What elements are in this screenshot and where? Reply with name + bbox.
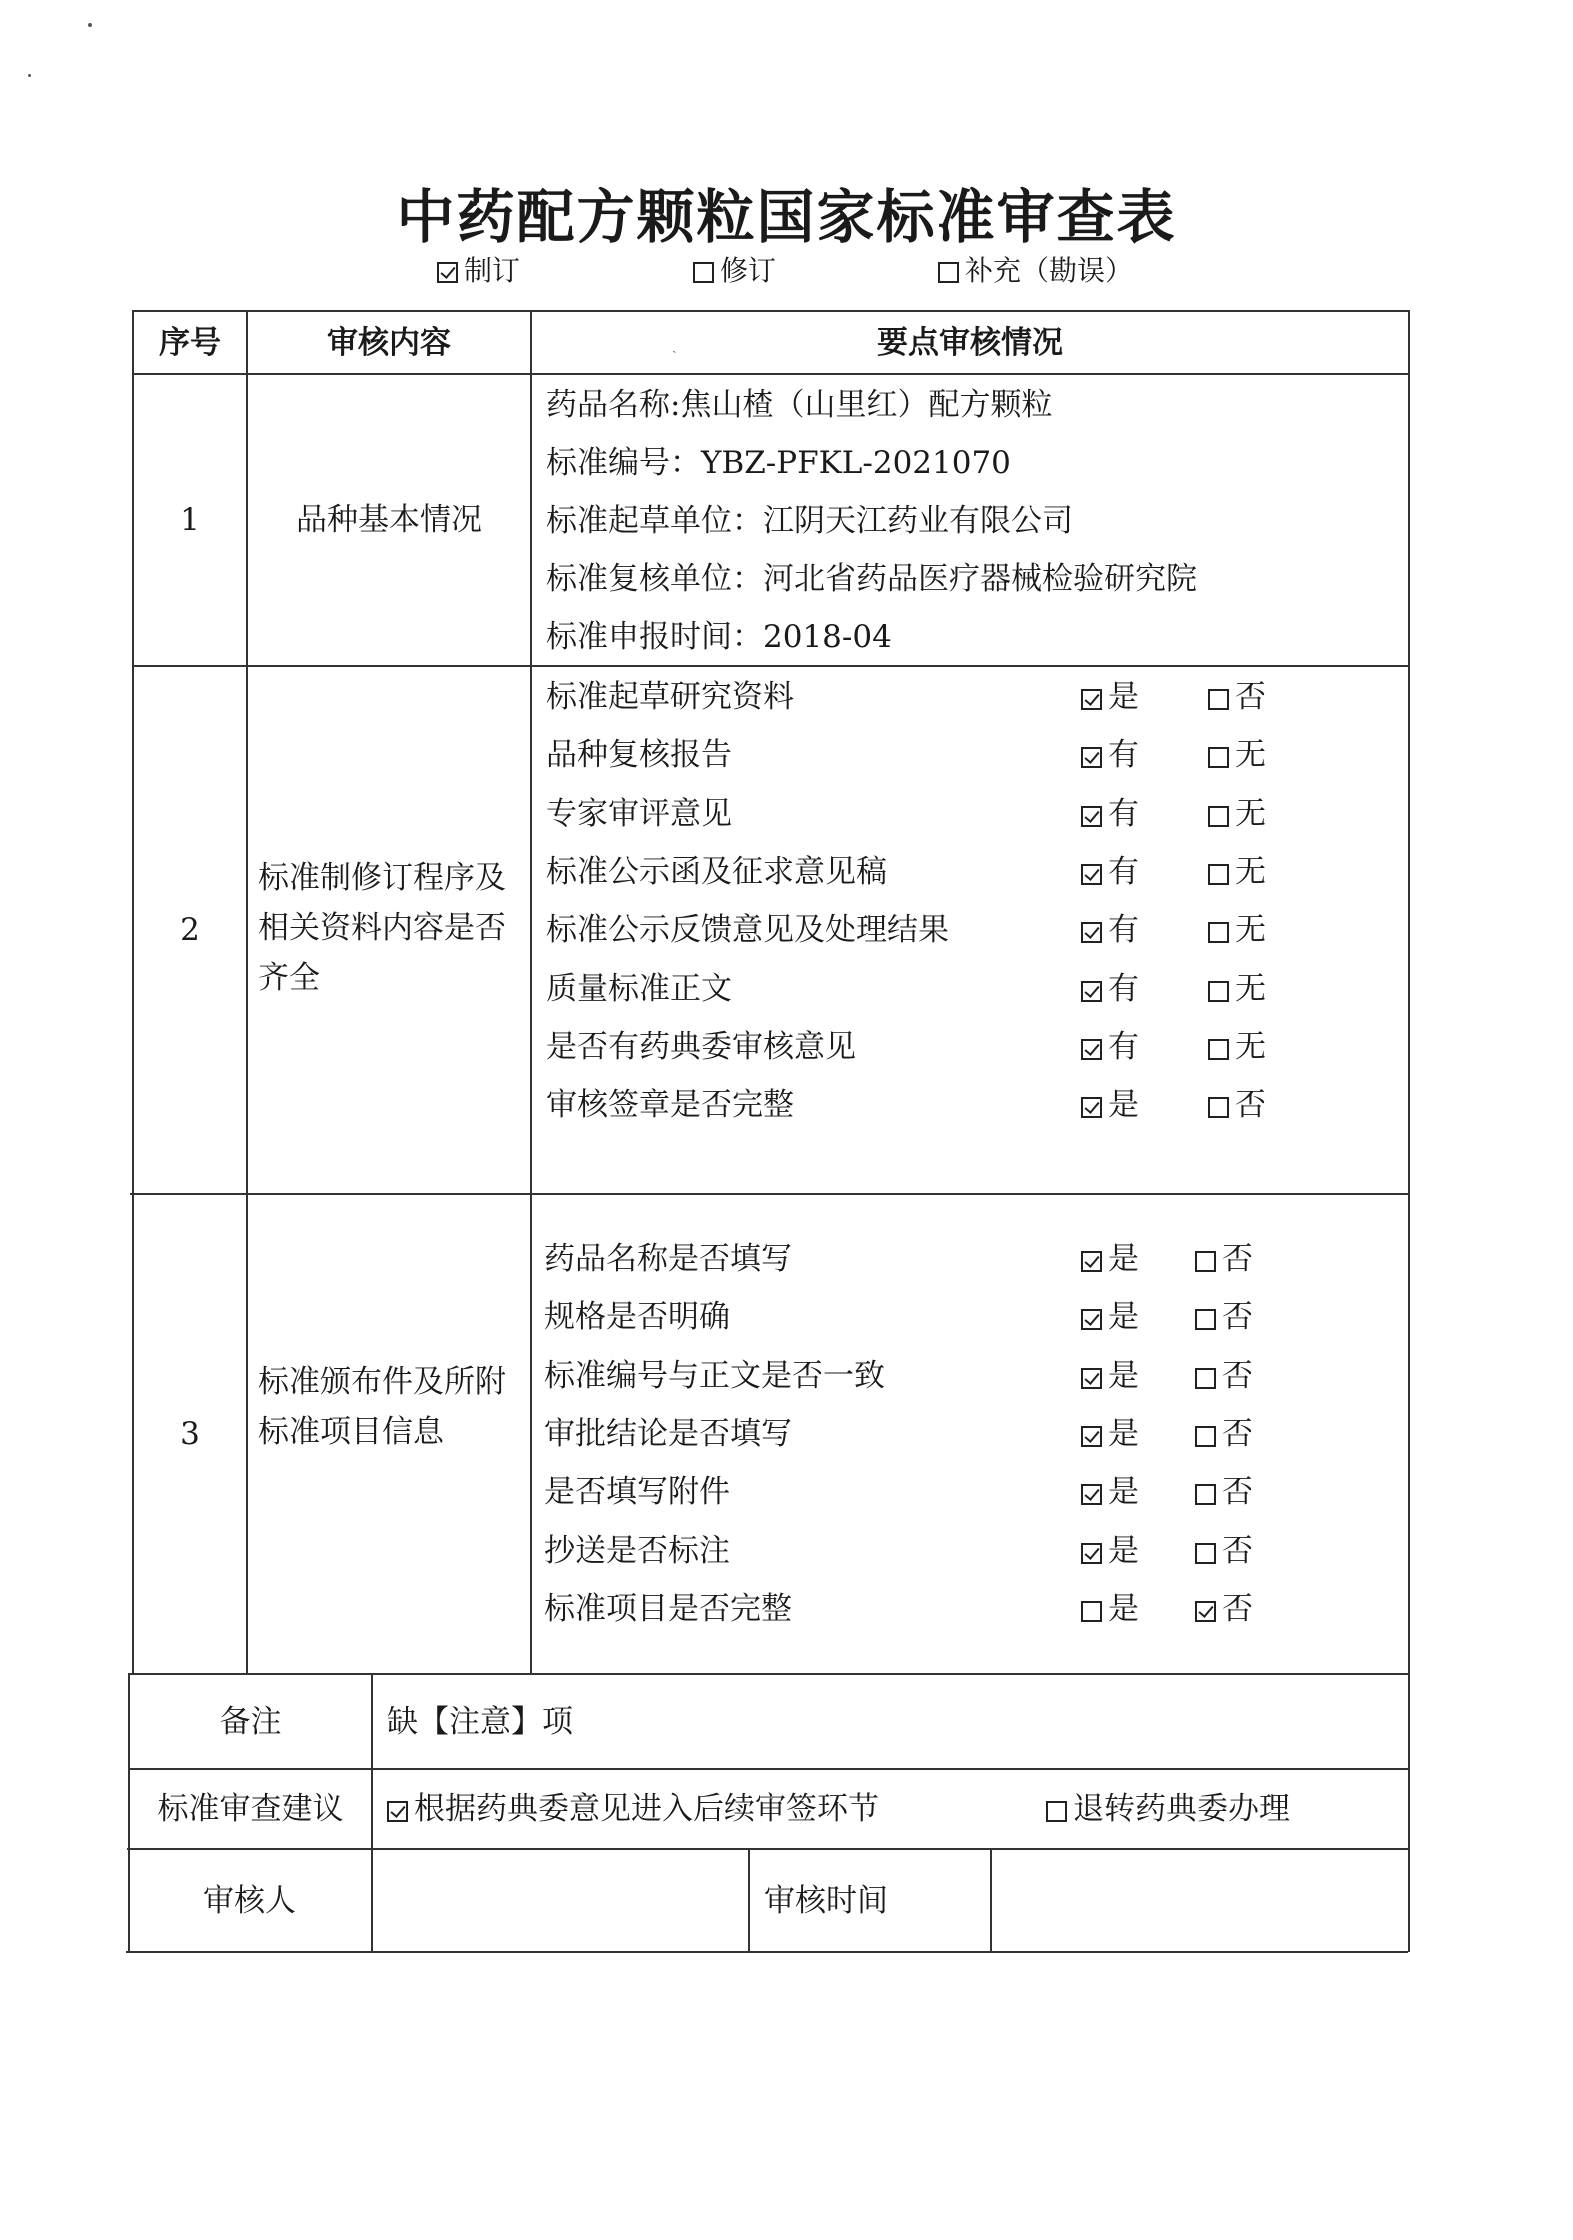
remarks-value: 缺【注意】项 bbox=[387, 1703, 573, 1740]
check-option-label: 无 bbox=[1235, 853, 1266, 890]
checkbox-icon bbox=[1195, 1368, 1216, 1389]
check-option-no[interactable] bbox=[1195, 1406, 1253, 1462]
check-option-label: 是 bbox=[1108, 679, 1139, 715]
check-option-yes[interactable] bbox=[1081, 1581, 1139, 1637]
check-option-label: 无 bbox=[1235, 795, 1266, 832]
check-item-text: 是否有药典委审核意见 bbox=[546, 1028, 856, 1065]
check-option-label: 是 bbox=[1108, 1241, 1139, 1277]
check-option-label: 否 bbox=[1222, 1474, 1253, 1511]
scan-speck bbox=[88, 23, 92, 27]
check-option-label: 是 bbox=[1108, 1299, 1139, 1336]
header-status: 要点审核情况 bbox=[877, 324, 1063, 361]
checkbox-icon bbox=[1081, 1039, 1102, 1060]
checkbox-icon bbox=[1081, 806, 1102, 827]
reviewer-value[interactable] bbox=[373, 1850, 748, 1951]
check-option-no[interactable] bbox=[1208, 1019, 1266, 1075]
checkbox-icon bbox=[1081, 1309, 1102, 1330]
checkbox-icon bbox=[693, 262, 714, 283]
checkbox-icon bbox=[1046, 1801, 1067, 1822]
check-option-yes[interactable] bbox=[1081, 669, 1139, 725]
type-option-supplement[interactable] bbox=[938, 251, 1133, 291]
check-item-text: 专家审评意见 bbox=[546, 795, 732, 832]
check-option-no[interactable] bbox=[1208, 902, 1266, 958]
check-option-yes[interactable] bbox=[1081, 786, 1139, 842]
type-option-revise[interactable] bbox=[693, 251, 776, 291]
check-option-label: 否 bbox=[1222, 1357, 1253, 1394]
scan-speck bbox=[28, 74, 31, 77]
checkbox-icon bbox=[437, 262, 458, 283]
check-option-no[interactable] bbox=[1208, 727, 1266, 783]
table-border bbox=[1408, 310, 1410, 1952]
table-border bbox=[130, 1193, 1410, 1195]
check-item-text: 抄送是否标注 bbox=[544, 1532, 730, 1569]
check-option-yes[interactable] bbox=[1081, 1077, 1139, 1133]
check-option-no[interactable] bbox=[1195, 1464, 1253, 1520]
checkbox-icon bbox=[1208, 806, 1229, 827]
check-item-text: 标准项目是否完整 bbox=[544, 1590, 792, 1627]
check-option-label: 有 bbox=[1108, 912, 1139, 949]
table-border bbox=[530, 310, 532, 1674]
check-option-yes[interactable] bbox=[1081, 1231, 1139, 1287]
check-option-yes[interactable] bbox=[1081, 1523, 1139, 1579]
section2-label: 标准制修订程序及相关资料内容是否齐全 bbox=[258, 860, 506, 996]
check-option-label: 无 bbox=[1235, 970, 1266, 1007]
check-option-yes[interactable] bbox=[1081, 1406, 1139, 1462]
checkbox-icon bbox=[1195, 1426, 1216, 1447]
checkbox-icon bbox=[1081, 1484, 1102, 1505]
checkbox-icon bbox=[1081, 1368, 1102, 1389]
checkbox-icon bbox=[387, 1801, 408, 1822]
checkbox-icon bbox=[1081, 1097, 1102, 1118]
section2-seq: 2 bbox=[180, 912, 200, 948]
checkbox-icon bbox=[1208, 747, 1229, 768]
check-option-yes[interactable] bbox=[1081, 1289, 1139, 1345]
section1-label: 品种基本情况 bbox=[296, 502, 482, 538]
checkbox-icon bbox=[1195, 1601, 1216, 1622]
checkbox-icon bbox=[1081, 1543, 1102, 1564]
check-item-text: 规格是否明确 bbox=[544, 1299, 730, 1336]
check-option-yes[interactable] bbox=[1081, 727, 1139, 783]
check-option-label: 有 bbox=[1108, 737, 1139, 774]
check-item-text: 是否填写附件 bbox=[544, 1474, 730, 1511]
checkbox-icon bbox=[1081, 1426, 1102, 1447]
check-option-label: 有 bbox=[1108, 970, 1139, 1007]
checkbox-icon bbox=[1081, 689, 1102, 710]
checkbox-icon bbox=[1081, 1251, 1102, 1272]
checkbox-icon bbox=[1208, 981, 1229, 1002]
check-option-label: 无 bbox=[1235, 912, 1266, 949]
checkbox-icon bbox=[1081, 747, 1102, 768]
check-option-label: 是 bbox=[1108, 1590, 1139, 1627]
check-item-text: 审批结论是否填写 bbox=[544, 1415, 792, 1452]
section1-line: 标准编号：YBZ-PFKL-2021070 bbox=[546, 445, 1011, 481]
suggestion-option-return[interactable] bbox=[1046, 1781, 1290, 1837]
check-option-label: 否 bbox=[1222, 1590, 1253, 1627]
check-option-label: 否 bbox=[1222, 1241, 1253, 1277]
section1-line: 标准申报时间：2018-04 bbox=[546, 619, 892, 655]
type-option-label: 制订 bbox=[464, 254, 521, 287]
checkbox-icon bbox=[1195, 1251, 1216, 1272]
check-item-text: 标准起草研究资料 bbox=[546, 679, 794, 715]
check-option-label: 无 bbox=[1235, 1028, 1266, 1065]
check-option-yes[interactable] bbox=[1081, 902, 1139, 958]
check-option-yes[interactable] bbox=[1081, 1348, 1139, 1404]
check-option-yes[interactable] bbox=[1081, 1019, 1139, 1075]
header-seq: 序号 bbox=[159, 324, 221, 361]
check-option-label: 否 bbox=[1222, 1532, 1253, 1569]
remarks-label: 备注 bbox=[219, 1703, 282, 1740]
check-option-label: 否 bbox=[1235, 679, 1266, 715]
checkbox-icon bbox=[1208, 1039, 1229, 1060]
check-option-label: 否 bbox=[1222, 1299, 1253, 1336]
check-option-yes[interactable] bbox=[1081, 844, 1139, 900]
reviewer-label: 审核人 bbox=[203, 1882, 296, 1919]
check-option-no[interactable] bbox=[1208, 786, 1266, 842]
check-option-label: 是 bbox=[1108, 1415, 1139, 1452]
section1-line: 药品名称:焦山楂（山里红）配方颗粒 bbox=[546, 387, 1053, 423]
check-option-label: 否 bbox=[1235, 1087, 1266, 1124]
check-option-no[interactable] bbox=[1195, 1231, 1253, 1287]
review-time-label: 审核时间 bbox=[764, 1882, 888, 1919]
section3-seq: 3 bbox=[180, 1416, 200, 1452]
check-option-label: 否 bbox=[1222, 1415, 1253, 1452]
check-option-label: 是 bbox=[1108, 1532, 1139, 1569]
section3-label: 标准颁布件及所附标准项目信息 bbox=[258, 1364, 506, 1450]
check-option-no[interactable] bbox=[1208, 1077, 1266, 1133]
header-content: 审核内容 bbox=[327, 324, 451, 361]
check-option-label: 有 bbox=[1108, 853, 1139, 890]
check-option-yes[interactable] bbox=[1081, 961, 1139, 1017]
check-item-text: 品种复核报告 bbox=[546, 737, 732, 774]
check-option-no[interactable] bbox=[1195, 1581, 1253, 1637]
check-option-no[interactable] bbox=[1208, 844, 1266, 900]
review-time-value[interactable] bbox=[992, 1850, 1408, 1951]
checkbox-icon bbox=[1195, 1484, 1216, 1505]
section1-seq: 1 bbox=[180, 502, 200, 538]
check-option-label: 是 bbox=[1108, 1474, 1139, 1511]
section1-line: 标准复核单位：河北省药品医疗器械检验研究院 bbox=[546, 561, 1197, 597]
check-option-label: 有 bbox=[1108, 1028, 1139, 1065]
checkbox-icon bbox=[1208, 864, 1229, 885]
check-item-text: 药品名称是否填写 bbox=[544, 1241, 792, 1277]
check-option-yes[interactable] bbox=[1081, 1464, 1139, 1520]
check-item-text: 标准编号与正文是否一致 bbox=[544, 1357, 885, 1394]
check-option-no[interactable] bbox=[1195, 1289, 1253, 1345]
checkbox-icon bbox=[1208, 1097, 1229, 1118]
table-border bbox=[132, 665, 1410, 667]
checkbox-icon bbox=[1208, 689, 1229, 710]
suggestion-option-continue[interactable] bbox=[387, 1781, 879, 1837]
checkbox-icon bbox=[1208, 922, 1229, 943]
checkbox-icon bbox=[1195, 1309, 1216, 1330]
check-option-label: 是 bbox=[1108, 1087, 1139, 1124]
page-title: 中药配方颗粒国家标准审查表 bbox=[396, 183, 1177, 251]
check-item-text: 标准公示反馈意见及处理结果 bbox=[546, 912, 949, 949]
type-option-create[interactable] bbox=[437, 251, 520, 291]
suggestion-label: 标准审查建议 bbox=[157, 1791, 344, 1827]
check-option-label: 无 bbox=[1235, 737, 1266, 774]
check-item-text: 审核签章是否完整 bbox=[546, 1087, 794, 1124]
suggestion-option-label: 退转药典委办理 bbox=[1073, 1791, 1290, 1827]
check-item-text: 质量标准正文 bbox=[546, 970, 732, 1007]
suggestion-option-label: 根据药典委意见进入后续审签环节 bbox=[414, 1791, 879, 1827]
checkbox-icon bbox=[1081, 1601, 1102, 1622]
checkbox-icon bbox=[938, 262, 959, 283]
check-option-no[interactable] bbox=[1208, 961, 1266, 1017]
section1-line: 标准起草单位：江阴天江药业有限公司 bbox=[546, 503, 1073, 539]
table-border bbox=[748, 1848, 750, 1952]
check-option-label: 有 bbox=[1108, 795, 1139, 832]
check-option-no[interactable] bbox=[1208, 669, 1266, 725]
scan-mark: ˏ bbox=[672, 338, 677, 354]
check-item-text: 标准公示函及征求意见稿 bbox=[546, 853, 887, 890]
check-option-no[interactable] bbox=[1195, 1348, 1253, 1404]
check-option-no[interactable] bbox=[1195, 1523, 1253, 1579]
table-border bbox=[126, 1951, 1408, 1953]
checkbox-icon bbox=[1081, 864, 1102, 885]
checkbox-icon bbox=[1081, 922, 1102, 943]
checkbox-icon bbox=[1081, 981, 1102, 1002]
type-option-label: 修订 bbox=[720, 254, 777, 287]
checkbox-icon bbox=[1195, 1543, 1216, 1564]
check-option-label: 是 bbox=[1108, 1357, 1139, 1394]
type-option-label: 补充（勘误） bbox=[965, 254, 1134, 287]
